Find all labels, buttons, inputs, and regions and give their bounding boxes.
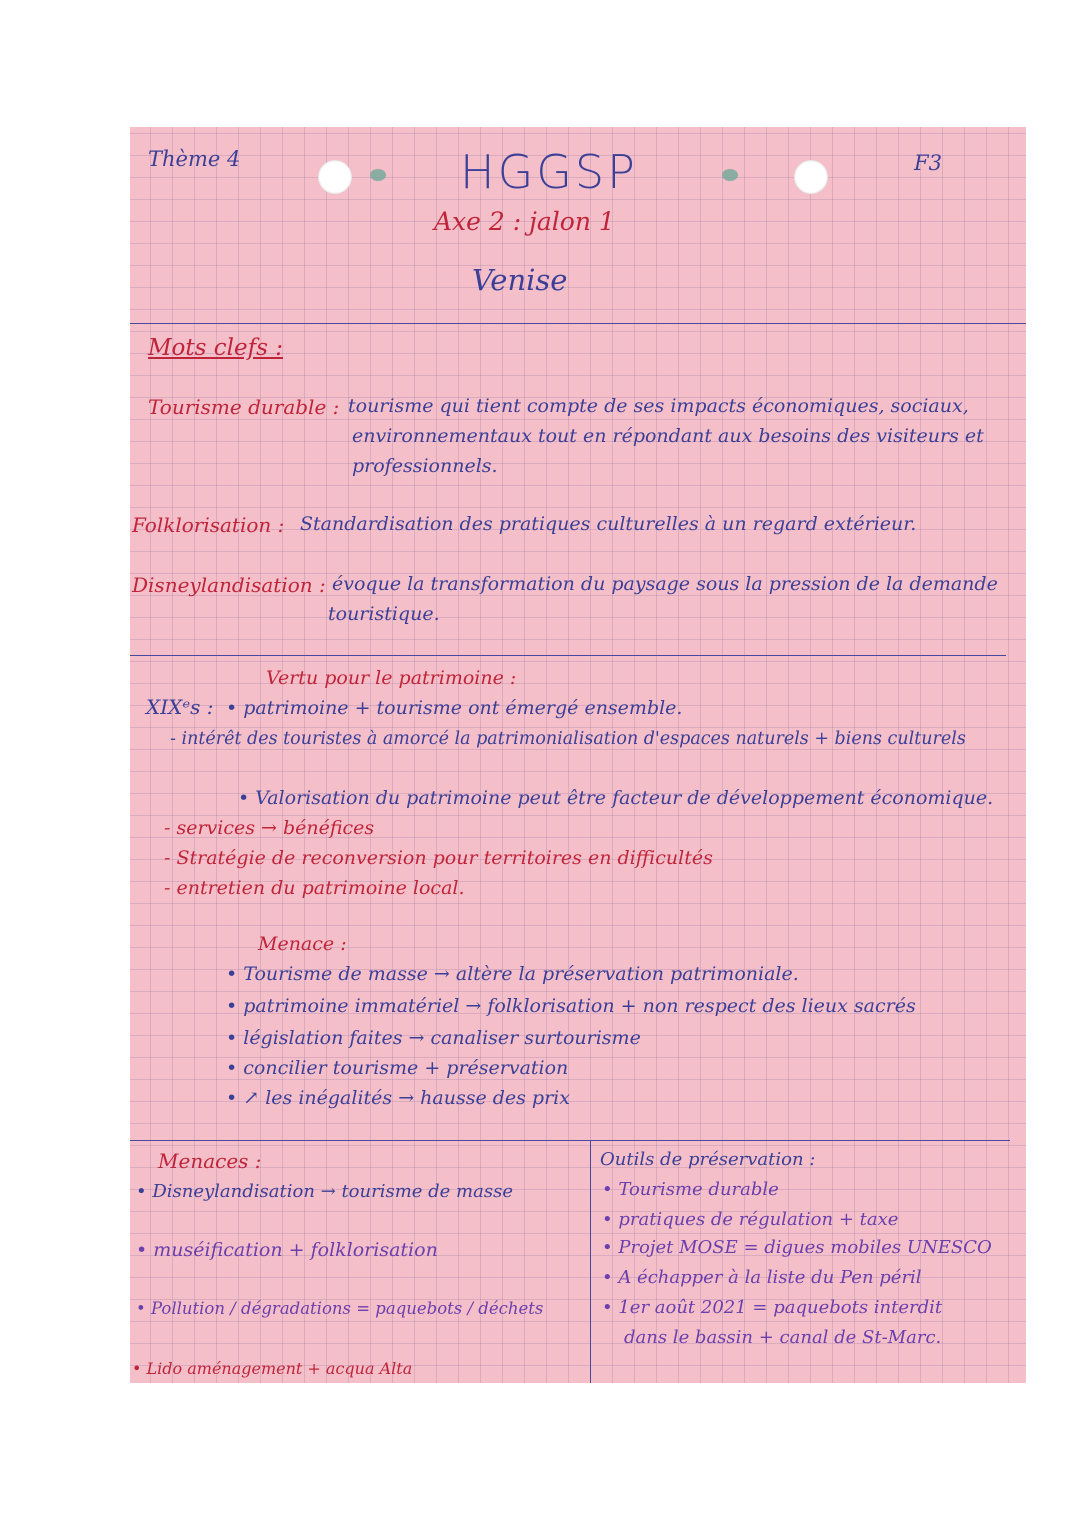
sheet-code: F3 [914, 151, 942, 175]
keyword-definition-line: environnementaux tout en répondant aux besoins des visiteurs et [352, 425, 984, 447]
keywords-heading: Mots clefs : [148, 335, 283, 361]
heritage-point: - entretien du patrimoine local. [164, 877, 465, 899]
tool-point: dans le bassin + canal de St-Marc. [624, 1327, 942, 1348]
heritage-point: - Stratégie de reconversion pour territoires en difficultés [164, 847, 713, 869]
punch-hole-right [794, 160, 828, 194]
keyword-term: Tourisme durable : [148, 395, 340, 419]
keyword-definition-line: évoque la transformation du paysage sous la pression de la demande [332, 573, 998, 595]
venice-threat-point: • Disneylandisation → tourisme de masse [136, 1181, 513, 1202]
threat-point: • Tourisme de masse → altère la préservation patrimoniale. [226, 963, 799, 985]
venice-threat-point: • Pollution / dégradations = paquebots / déchets [136, 1299, 544, 1318]
threat-heading: Menace : [258, 933, 347, 955]
threat-point: • concilier tourisme + préservation [226, 1057, 569, 1079]
heritage-point: - services → bénéfices [164, 817, 375, 839]
keyword-term: Folklorisation : [132, 513, 285, 537]
tool-point: • Tourisme durable [602, 1179, 779, 1200]
valorisation-line: • Valorisation du patrimoine peut être facteur de développement économique. [238, 787, 994, 809]
keyword-term: Disneylandisation : [132, 573, 326, 597]
tool-point: • 1er août 2021 = paquebots interdit [602, 1297, 943, 1318]
punch-hole-left [318, 160, 352, 194]
threat-point: • législation faites → canaliser surtourisme [226, 1027, 641, 1049]
subject-title: Venise [472, 263, 568, 297]
tool-point: • A échapper à la liste du Pen péril [602, 1267, 922, 1288]
century-label: XIXᵉs : [146, 695, 214, 719]
threat-point: • patrimoine immatériel → folklorisation + non respect des lieux sacrés [226, 995, 916, 1017]
tool-point: • Projet MOSE = digues mobiles UNESCO [602, 1237, 992, 1258]
keyword-definition-line: professionnels. [352, 455, 498, 477]
venice-threat-point: • Lido aménagement + acqua Alta [132, 1359, 413, 1378]
threat-point: • ↗ les inégalités → hausse des prix [226, 1087, 570, 1109]
header-divider [130, 323, 1026, 324]
axe-label: Axe 2 : jalon 1 [434, 207, 615, 236]
bottom-divider [130, 1140, 1010, 1141]
tools-heading: Outils de préservation : [600, 1149, 816, 1170]
page-title: HGGSP [460, 145, 638, 199]
tool-point: • pratiques de régulation + taxe [602, 1209, 899, 1230]
theme-label: Thème 4 [148, 147, 241, 171]
notebook-page [130, 127, 1026, 1383]
venice-threat-point: • muséification + folklorisation [136, 1239, 438, 1261]
green-ink-dot-left [370, 169, 386, 181]
keyword-definition-line: Standardisation des pratiques culturelles à un regard extérieur. [300, 513, 917, 535]
green-ink-dot-right [722, 169, 738, 181]
heritage-line: - intérêt des touristes à amorcé la patrimonialisation d'espaces naturels + biens culturels [170, 729, 966, 749]
keyword-definition-line: tourisme qui tient compte de ses impacts économiques, sociaux, [348, 395, 969, 417]
keywords-divider [130, 655, 1006, 656]
venice-threats-heading: Menaces : [158, 1149, 262, 1173]
keyword-definition-line: touristique. [328, 603, 440, 625]
heritage-heading: Vertu pour le patrimoine : [266, 667, 517, 689]
column-divider [590, 1140, 591, 1383]
heritage-line: • patrimoine + tourisme ont émergé ensemble. [226, 697, 683, 719]
